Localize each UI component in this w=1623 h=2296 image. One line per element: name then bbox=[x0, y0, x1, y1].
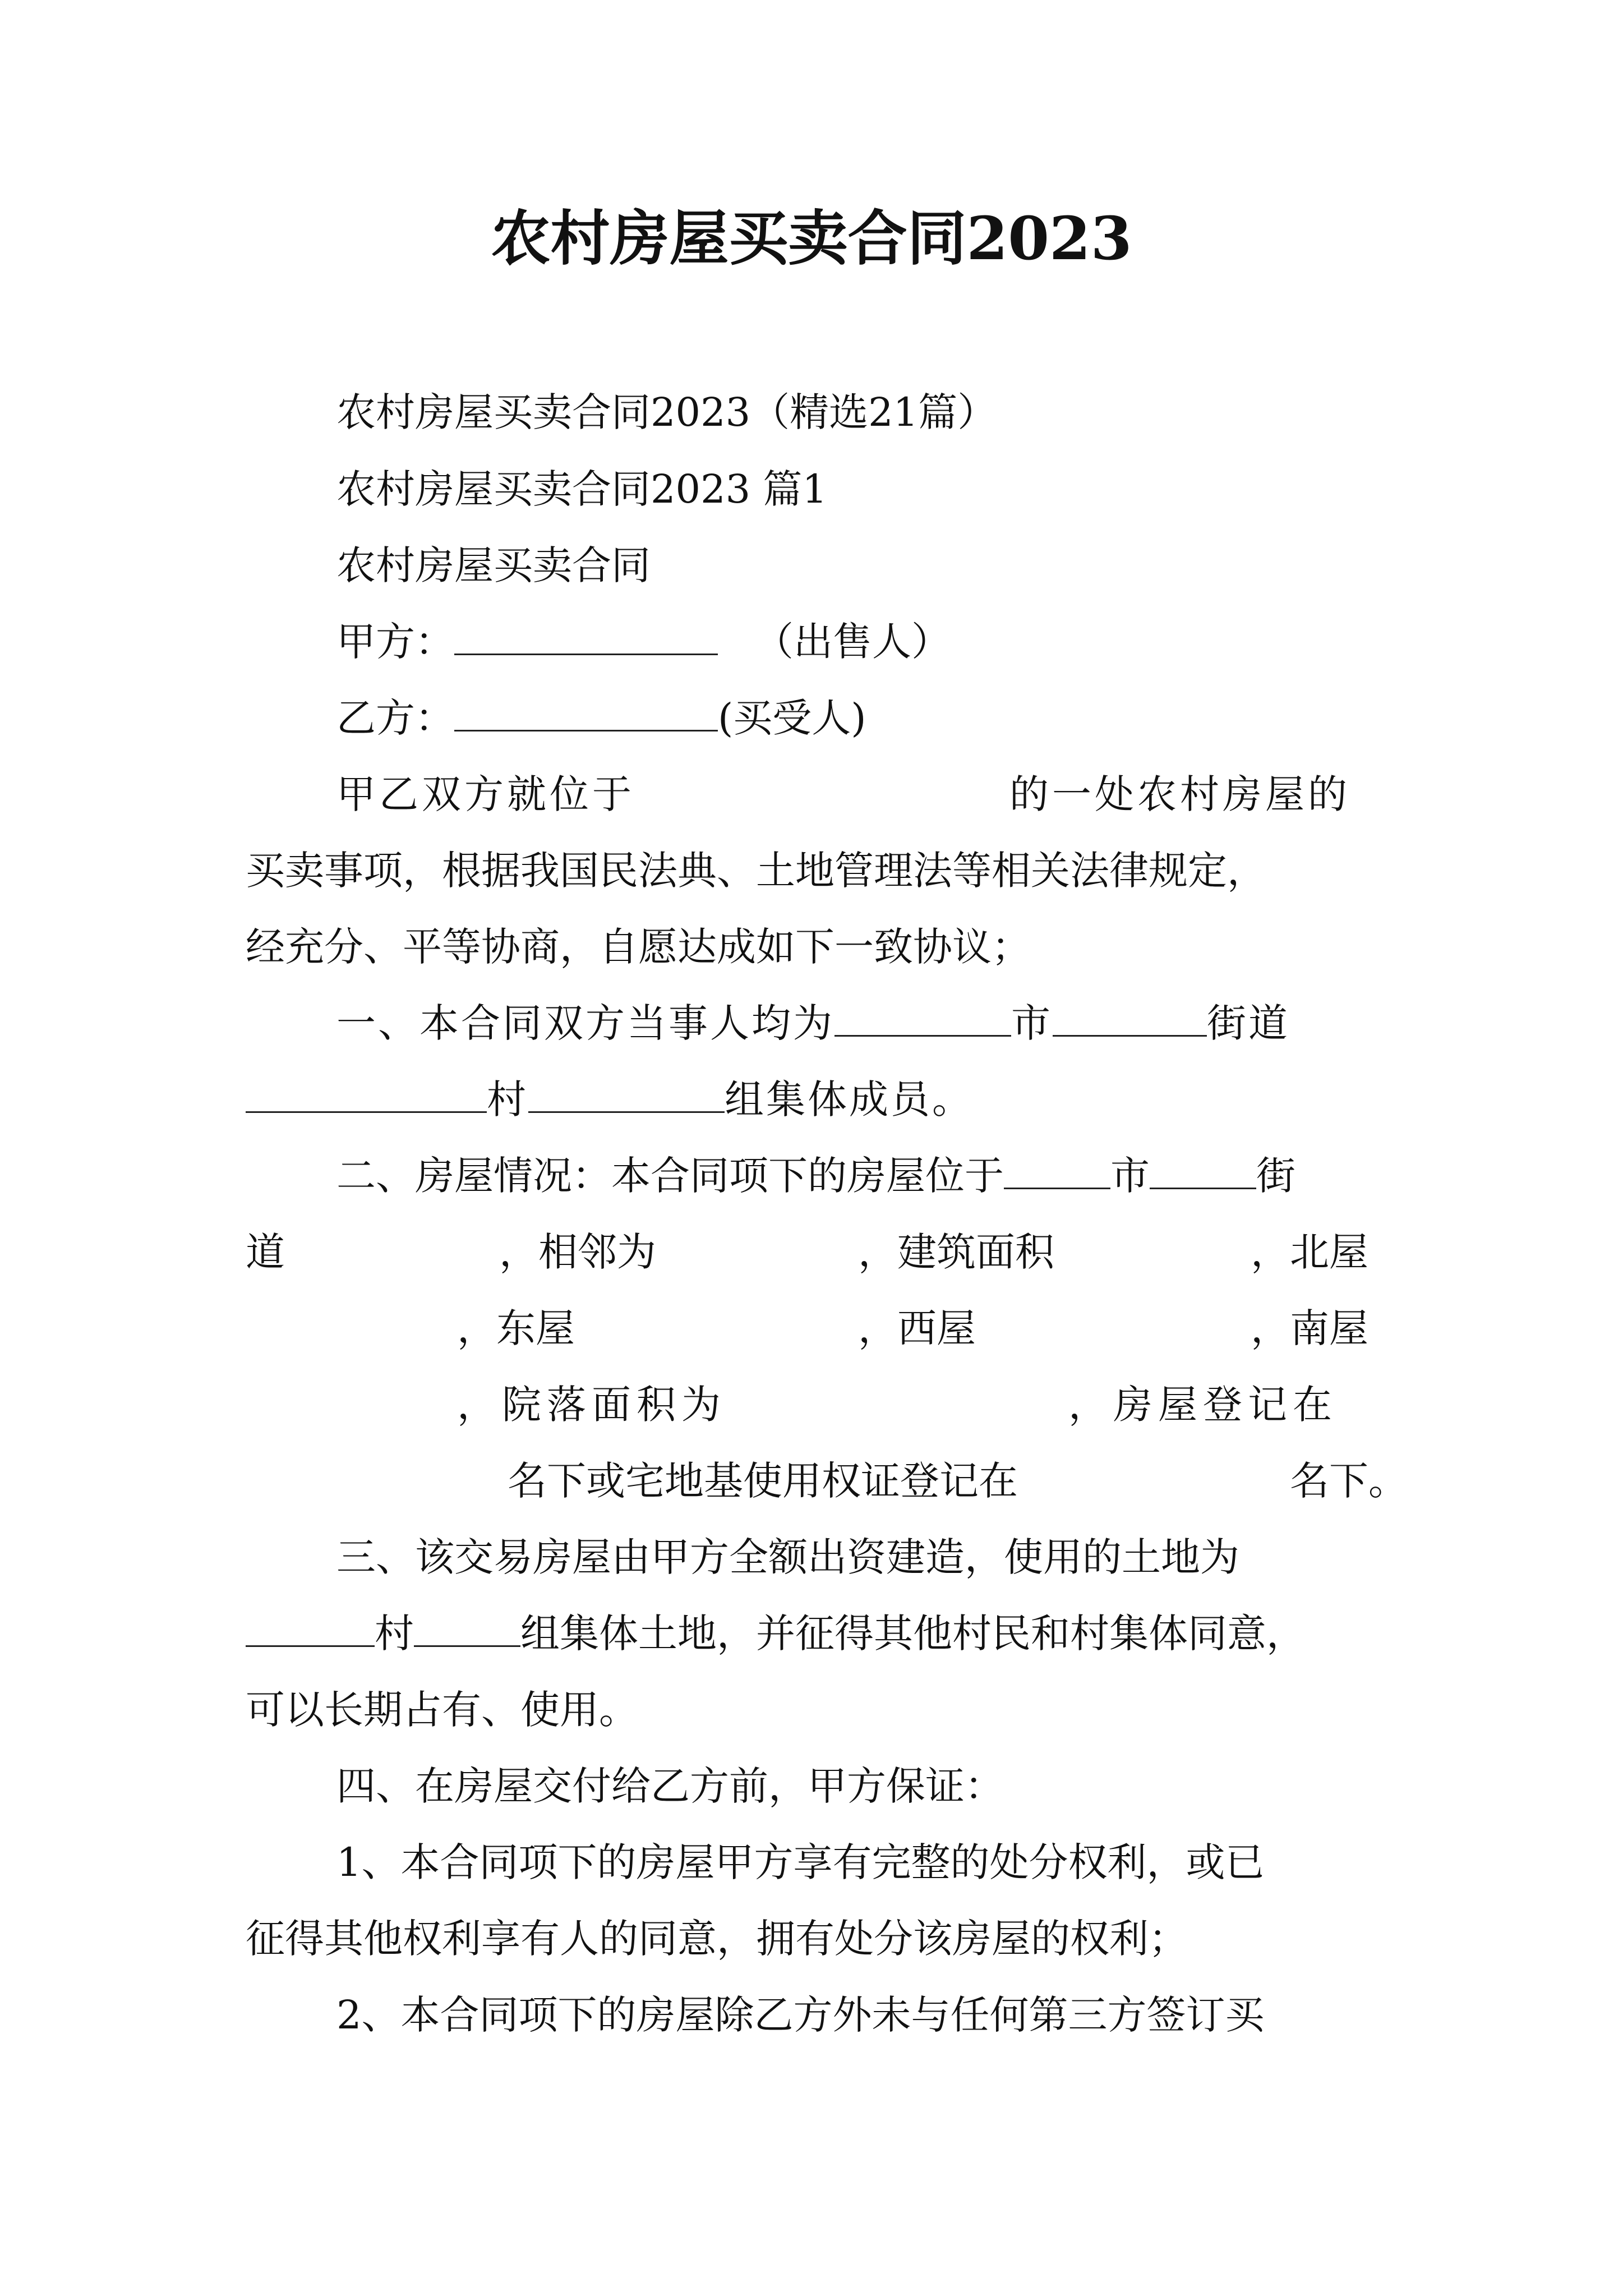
village-label: 村 bbox=[487, 1076, 528, 1122]
house-street-label: 街 bbox=[1256, 1153, 1295, 1199]
group-blank[interactable] bbox=[528, 1078, 725, 1113]
party-a-blank[interactable] bbox=[454, 620, 718, 655]
clause-2-south: ，南屋 bbox=[1251, 1305, 1368, 1351]
clause-4-item-1-line-2: 征得其他权利享有人的同意，拥有处分该房屋的权利； bbox=[246, 1916, 1188, 1962]
clause-2-north: ，北屋 bbox=[1251, 1229, 1368, 1275]
land-village-blank[interactable] bbox=[246, 1612, 375, 1647]
party-b-label: 乙方： bbox=[336, 695, 454, 741]
heading-part-1: 农村房屋买卖合同2023 篇1 bbox=[336, 466, 827, 512]
clause-4-item-1-line-1: 1、本合同项下的房屋甲方享有完整的处分权利，或已 bbox=[336, 1839, 1265, 1885]
clause-1-text: 一、本合同双方当事人均为 bbox=[336, 1000, 834, 1046]
street-blank[interactable] bbox=[1053, 1001, 1207, 1037]
clause-2-yard: ，院落面积为 bbox=[457, 1382, 726, 1428]
house-street-blank[interactable] bbox=[1150, 1154, 1256, 1189]
clause-2-owner-end: 名下。 bbox=[1290, 1458, 1408, 1504]
party-a-role: （出售人） bbox=[754, 619, 951, 665]
clause-2-east: ，东屋 bbox=[457, 1305, 575, 1351]
land-group-label: 组集体土地，并征得其他村民和村集体同意， bbox=[520, 1611, 1306, 1657]
city-label: 市 bbox=[1011, 1000, 1053, 1046]
house-city-label: 市 bbox=[1110, 1153, 1150, 1199]
land-group-blank[interactable] bbox=[414, 1612, 520, 1647]
heading-collection: 农村房屋买卖合同2023（精选21篇） bbox=[336, 389, 997, 435]
clause-4-heading: 四、在房屋交付给乙方前，甲方保证： bbox=[336, 1763, 1004, 1809]
intro-line-2: 买卖事项，根据我国民法典、土地管理法等相关法律规定， bbox=[246, 848, 1266, 894]
city-blank[interactable] bbox=[834, 1001, 1011, 1037]
intro-start: 甲乙双方就位于 bbox=[336, 771, 635, 817]
land-village-label: 村 bbox=[375, 1611, 414, 1657]
party-b-blank[interactable] bbox=[454, 696, 718, 731]
clause-2-registered: ，房屋登记在 bbox=[1068, 1382, 1338, 1428]
heading-contract: 农村房屋买卖合同 bbox=[336, 542, 651, 588]
group-label: 组集体成员。 bbox=[725, 1076, 974, 1122]
party-a-label: 甲方： bbox=[336, 619, 454, 665]
clause-3-line-2 bbox=[246, 1605, 1306, 1662]
party-b-role: (买受人) bbox=[718, 695, 866, 741]
party-a-line bbox=[336, 614, 718, 670]
intro-line-3: 经充分、平等协商，自愿达成如下一致协议； bbox=[246, 924, 1031, 970]
clause-2-area: ，建筑面积 bbox=[858, 1229, 1054, 1275]
street-label: 街道 bbox=[1207, 1000, 1290, 1046]
village-blank[interactable] bbox=[246, 1078, 487, 1113]
clause-3-line-3: 可以长期占有、使用。 bbox=[246, 1687, 638, 1733]
document-title: 农村房屋买卖合同2023 bbox=[491, 203, 1132, 273]
intro-end: 的一处农村房屋的 bbox=[1009, 771, 1350, 817]
party-b-line bbox=[336, 690, 866, 746]
clause-4-item-2-line-1: 2、本合同项下的房屋除乙方外未与任何第三方签订买 bbox=[336, 1992, 1265, 2038]
clause-2-text: 二、房屋情况：本合同项下的房屋位于 bbox=[336, 1153, 1004, 1199]
clause-2-street-suffix: 道 bbox=[246, 1229, 285, 1275]
clause-1-line-1 bbox=[336, 995, 1290, 1051]
house-city-blank[interactable] bbox=[1004, 1154, 1110, 1189]
clause-2-adjacent: ，相邻为 bbox=[499, 1229, 656, 1275]
clause-2-owner: 名下或宅地基使用权证登记在 bbox=[508, 1458, 1018, 1504]
clause-2-line-1 bbox=[336, 1148, 1295, 1204]
clause-2-west: ，西屋 bbox=[858, 1305, 976, 1351]
clause-3-line-1: 三、该交易房屋由甲方全额出资建造，使用的土地为 bbox=[336, 1534, 1239, 1580]
clause-1-line-2 bbox=[246, 1071, 974, 1128]
